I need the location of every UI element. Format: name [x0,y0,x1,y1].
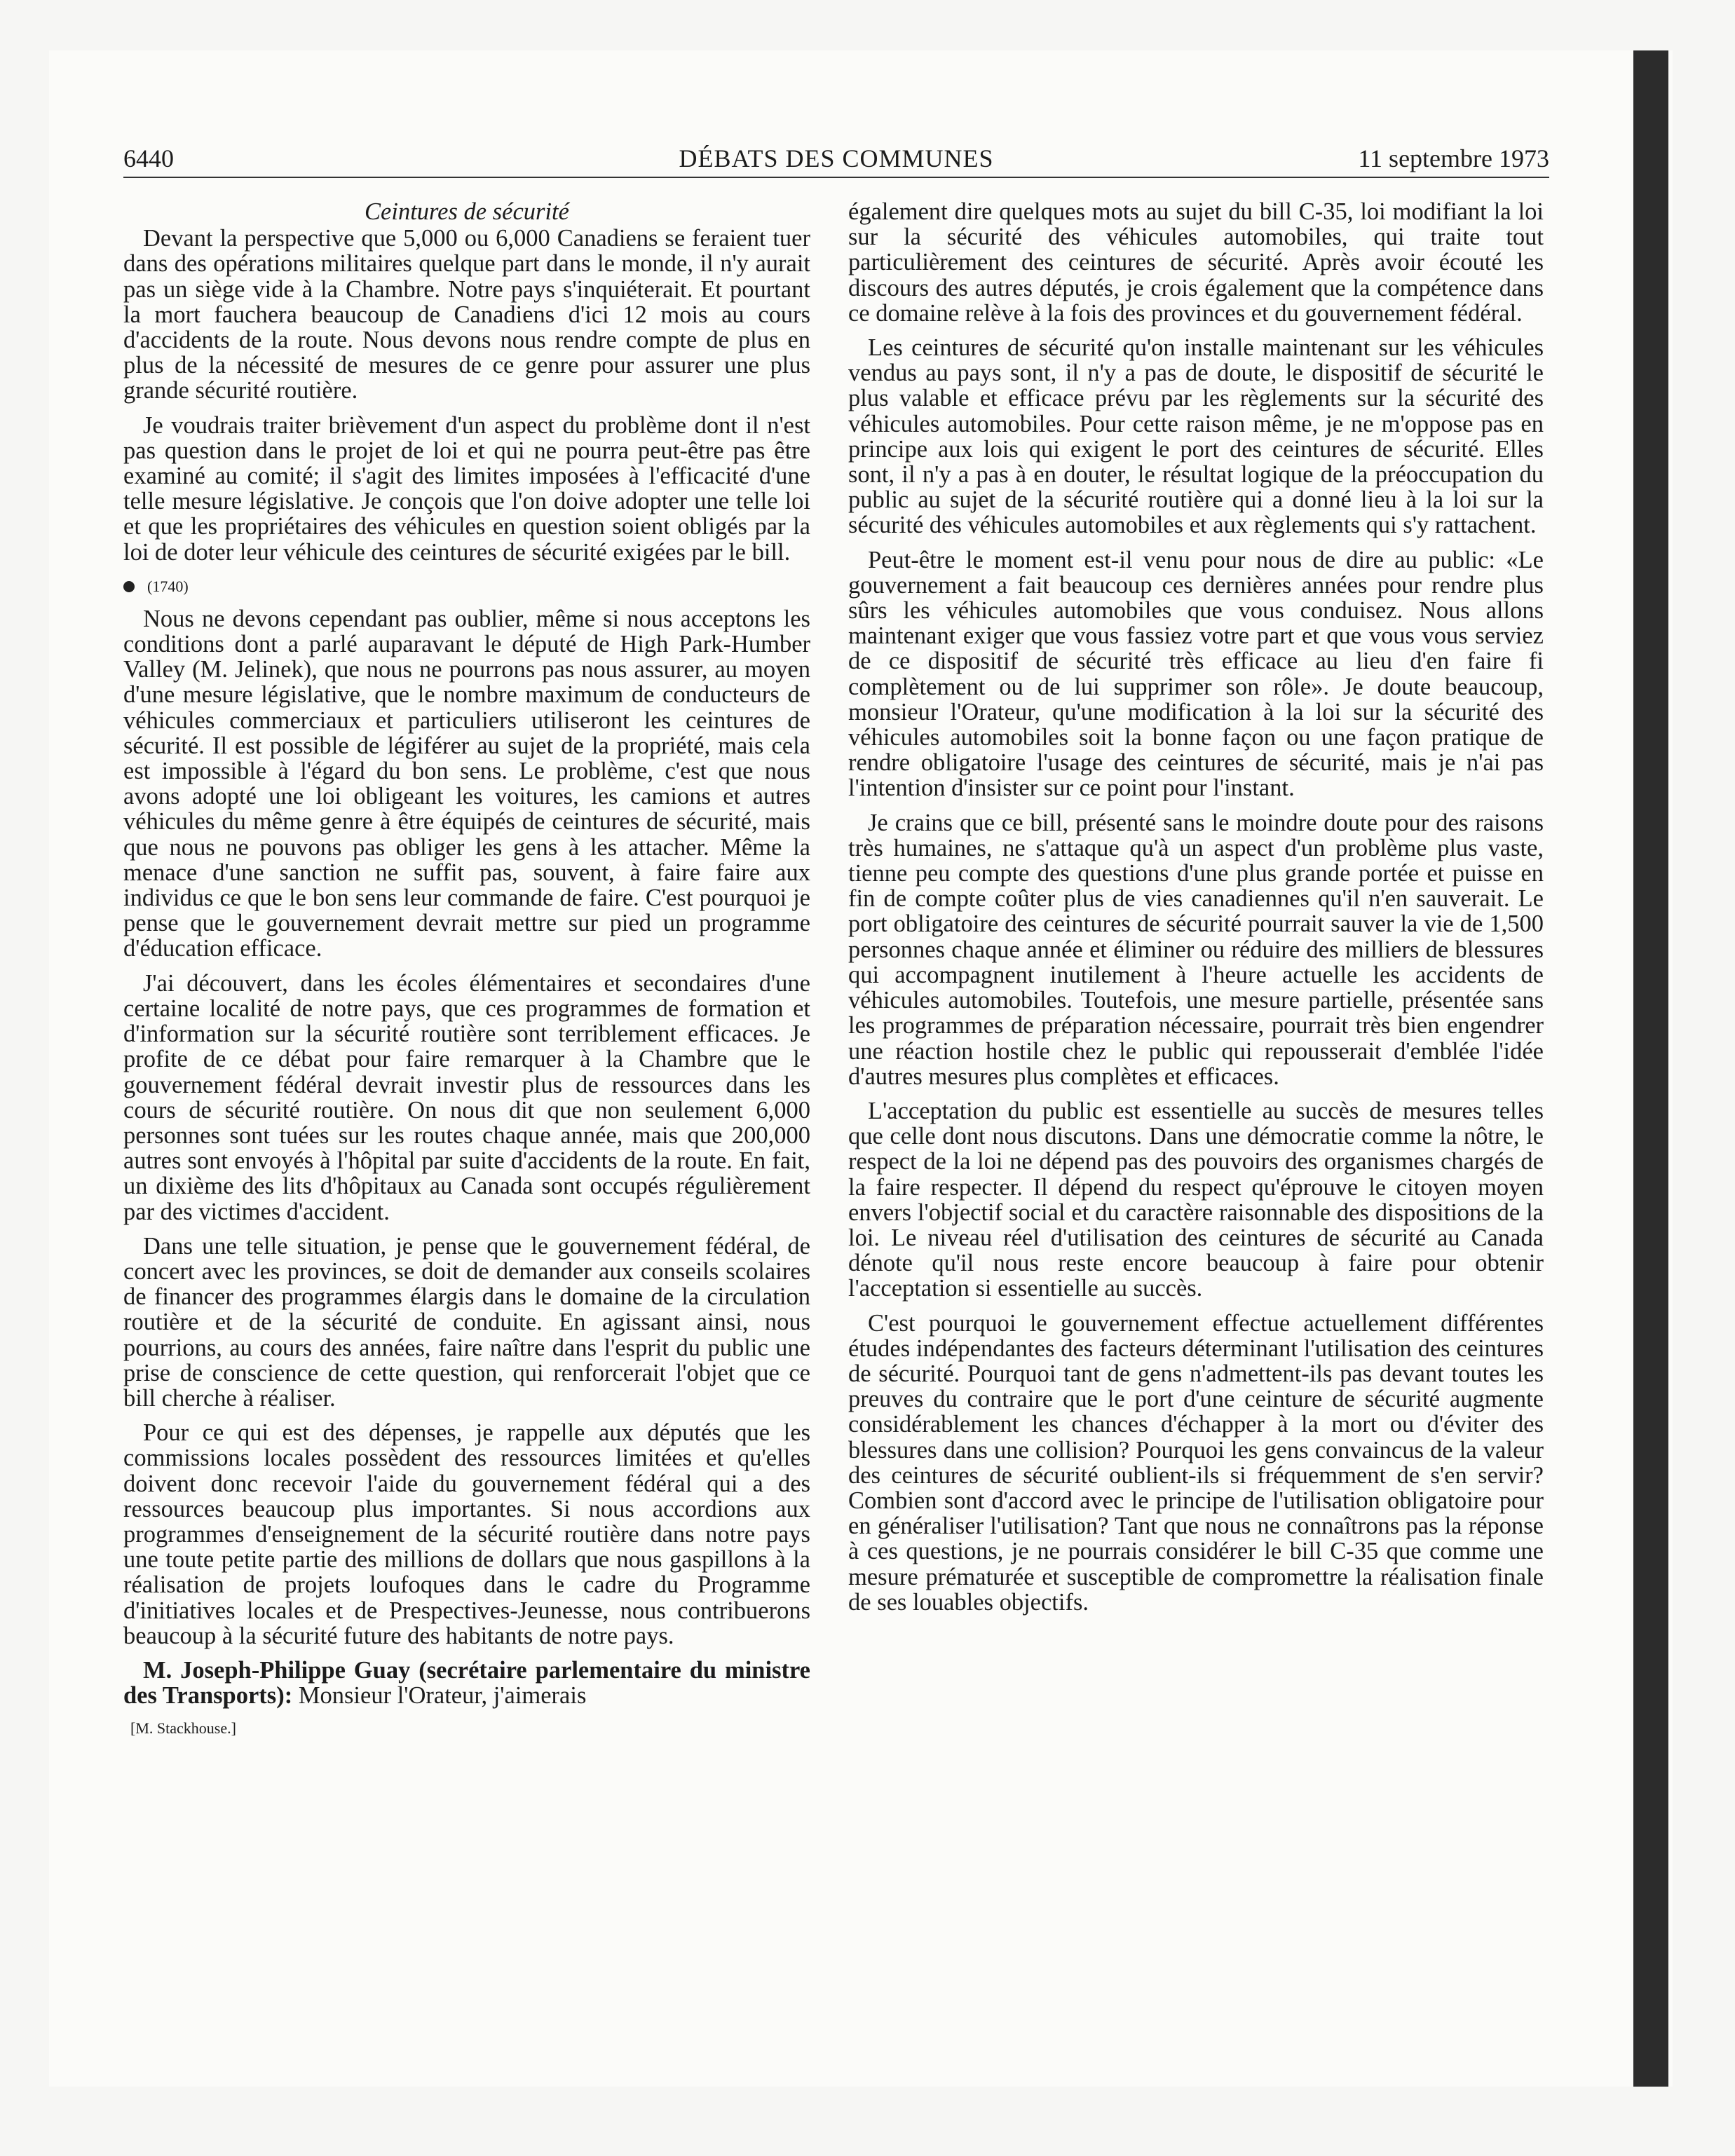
paragraph: C'est pourquoi le gouvernement effectue actuellement différentes études indépendantes des facteurs déterminant l'utilisation des ceintures de sécurité. Pourquoi tant de gens n'admettent-ils pas devant toutes les preuves du contraire que le port d'une ceinture de sécurité augmente considérablement les chances d'échapper à la mort ou d'éviter des blessures dans une collision? Pourquoi les gens convaincus de la valeur des ceintures de sécurité oublient-ils si fréquemment de s'en servir? Combien sont d'accord avec le principe de l'utilisation obligatoire pour en généraliser l'utilisation? Tant que nous ne connaîtrons pas la réponse à ces questions, je ne pourrais considérer le bill C-35 que comme une mesure prématurée et susceptible de compromettre la réalisation finale de ses louables objectifs. [848,1309,1544,1616]
speaker-text: Monsieur l'Orateur, j'aimerais [292,1682,587,1710]
paragraph: Peut-être le moment est-il venu pour nous de dire au public: «Le gouvernement a fait beaucoup ces dernières années pour rendre plus sûrs les véhicules automobiles que vous conduisez. Nous allons maintenant exiger que vous fassiez votre part et que vous vous serviez de ce dispositif de sécurité très efficace au lieu d'en faire fi complètement ou de lui supprimer son rôle». Je doute beaucoup, monsieur l'Orateur, qu'une modification à la loi sur la sécurité des véhicules automobiles soit la bonne façon ou une façon pratique de rendre obligatoire l'usage des ceintures de sécurité, mais je n'ai pas l'intention d'insister sur ce point pour l'instant. [848,546,1544,802]
paragraph: Je crains que ce bill, présenté sans le moindre doute pour des raisons très humaines, ne s'attaque qu'à un aspect d'un problème plus vaste, tienne peu compte des questions d'une plus grande portée et puisse en fin de compte coûter plus de vies canadiennes qu'il n'en sauverait. Le port obligatoire des ceintures de sécurité pourrait sauver la vie de 1,500 personnes chaque année et éliminer ou réduire des milliers de blessures qui accompagnent inutilement à l'heure actuelle les accidents de véhicules automobiles. Toutefois, une mesure partielle, présentée sans les programmes de préparation nécessaire, pourrait très bien engendrer une réaction hostile chez le public qui repousserait d'emblée l'idée d'autres mesures plus complètes et efficaces. [848,809,1544,1090]
scan-edge [1633,50,1668,2087]
right-column [848,199,1544,1624]
paragraph: J'ai découvert, dans les écoles élémentaires et secondaires d'une certaine localité de notre pays, que ces programmes de formation et d'information sur la sécurité routière sont terriblement efficaces. Je profite de ce débat pour faire remarquer à la Chambre que le gouvernement fédéral devrait investir plus de ressources dans les cours de sécurité routière. On nous dit que non seulement 6,000 personnes sont tuées sur les routes chaque année, mais que 200,000 autres sont envoyés à l'hôpital par suite d'accidents de la route. En fait, un dixième des lits d'hôpitaux au Canada sont occupés régulièrement par des victimes d'accident. [123,969,810,1225]
time-marker [123,574,810,599]
paragraph: Je voudrais traiter brièvement d'un aspect du problème dont il n'est pas question dans le projet de loi et qui ne pourra peut-être pas être examiné au comité; il s'agit des limites imposées à l'efficacité d'une telle mesure législative. Je conçois que l'on doive adopter une telle loi et que les propriétaires des véhicules en question soient obligés par la loi de doter leur véhicule des ceintures de sécurité exigées par le bill. [123,411,810,566]
speaker-name: M. Joseph-Philippe Guay (secrétaire parlementaire du ministre des Transports): [123,1656,810,1710]
speaker-paragraph [123,1658,810,1708]
issue-date: 11 septembre 1973 [1358,144,1549,172]
page-number: 6440 [123,144,174,172]
paragraph: Les ceintures de sécurité qu'on installe maintenant sur les véhicules vendus au pays sont, il n'y a pas de doute, le dispositif de sécurité le plus valable et efficace prévu par les règlements sur la sécurité des véhicules automobiles. Pour cette raison même, je ne m'oppose pas en principe aux lois qui exigent le port des ceintures de sécurité. Elles sont, il n'y a pas à en douter, le résultat logique de la préoccupation du public au sujet de la sécurité routière qui a donné lieu à la loi sur la sécurité des véhicules automobiles et aux règlements qui s'y rattachent. [848,334,1544,539]
paragraph: Nous ne devons cependant pas oublier, même si nous acceptons les conditions dont a parlé auparavant le député de High Park-Humber Valley (M. Jelinek), que nous ne pourrons pas nous assurer, au moyen d'une mesure législative, que le nombre maximum de conducteurs de véhicules commerciaux et particuliers utiliseront les ceintures de sécurité. Il est possible de légiférer au sujet de la propriété, mais cela est impossible à l'égard du bon sens. Le problème, c'est que nous avons adopté une loi obligeant les voitures, les camions et autres véhicules du même genre à être équipés de ceintures de sécurité, mais que nous ne pouvons pas obliger les gens à les attacher. Même la menace d'une sanction ne suffit pas, souvent, à faire faire aux individus ce que le bon sens leur commande de faire. C'est pourquoi je pense que le gouvernement devrait mettre sur pied un programme d'éducation efficace. [123,605,810,962]
publication-title: DÉBATS DES COMMUNES [679,144,994,172]
bullet-icon [123,581,135,592]
left-column [123,199,810,1739]
paragraph: Devant la perspective que 5,000 ou 6,000 Canadiens se feraient tuer dans des opérations militaires quelque part dans le monde, il n'y aurait pas un siège vide à la Chambre. Notre pays s'inquiéterait. Et pourtant la mort fauchera beaucoup de Canadiens d'ici 12 mois au cours d'accidents de la route. Nous devons nous rendre compte de plus en plus de la nécessité de mesures de ce genre pour assurer une plus grande sécurité routière. [123,225,810,404]
section-title: Ceintures de sécurité [365,198,569,225]
paragraph: également dire quelques mots au sujet du bill C-35, loi modifiant la loi sur la sécurité des véhicules automobiles, qui traite tout particulièrement des ceintures de sécurité. Après avoir écouté les discours des autres députés, je crois également que la compétence dans ce domaine relève à la fois des provinces et du gouvernement fédéral. [848,198,1544,327]
paragraph: L'acceptation du public est essentielle au succès de mesures telles que celle dont nous discutons. Dans une démocratie comme la nôtre, le respect de la loi ne dépend pas des pouvoirs des organismes chargés de la faire respecter. Il dépend du respect qu'éprouve le citoyen moyen envers l'objectif social et du caractère raisonnable des dispositions de la loi. Le niveau réel d'utilisation des ceintures de sécurité au Canada dénote qu'il nous reste encore beaucoup à faire pour obtenir l'acceptation si essentielle au succès. [848,1097,1544,1302]
paragraph: Pour ce qui est des dépenses, je rappelle aux députés que les commissions locales possèdent des ressources limitées et qu'elles doivent donc recevoir l'aide du gouvernement fédéral qui a des ressources beaucoup plus importantes. Si nous accordions aux programmes d'enseignement de la sécurité routière dans notre pays une toute petite partie des millions de dollars que nous gaspillons à la réalisation de projets loufoques dans le cadre du Programme d'initiatives locales et de Prespectives-Jeunesse, nous contribuerons beaucoup à la sécurité future des habitants de notre pays. [123,1419,810,1649]
page-header [123,142,1549,178]
time-marker-text: (1740) [147,577,189,595]
attribution: [M. Stackhouse.] [130,1719,236,1738]
paragraph: Dans une telle situation, je pense que le gouvernement fédéral, de concert avec les provinces, se doit de demander aux conseils scolaires de financer des programmes élargis dans le domaine de la circulation routière et de la sécurité de conduite. En agissant ainsi, nous pourrions, au cours des années, faire naître dans l'esprit du public une prise de conscience de cette question, qui renforcerait l'objet que ce bill cherche à réaliser. [123,1232,810,1412]
